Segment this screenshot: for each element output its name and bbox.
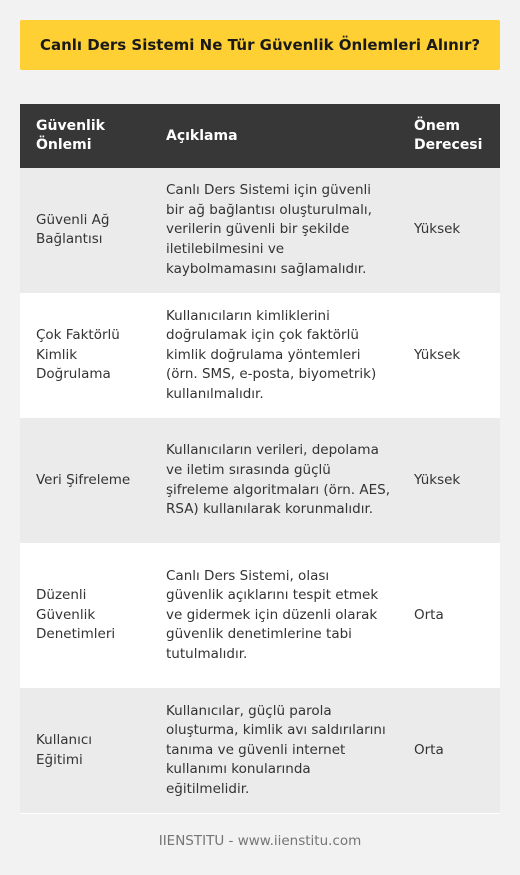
cell-description: Kullanıcılar, güçlü parola oluşturma, kimlik avı saldırılarını tanıma ve güvenli internet kullanımı konularında eğitilmelidir. bbox=[150, 688, 398, 813]
cell-description: Canlı Ders Sistemi, olası güvenlik açıklarını tespit etmek ve gidermek için düzenli olarak güvenlik denetimlerine tabi tutulmalıdır. bbox=[150, 543, 398, 688]
footer-credit: IIENSTITU - www.iienstitu.com bbox=[158, 833, 362, 849]
cell-measure: Düzenli Güvenlik Denetimleri bbox=[20, 543, 150, 688]
cell-measure: Kullanıcı Eğitimi bbox=[20, 688, 150, 813]
cell-description: Canlı Ders Sistemi için güvenli bir ağ bağlantısı oluşturulmalı, verilerin güvenli bir şekilde iletilebilmesini ve kaybolmamasını sağlamalıdır. bbox=[150, 168, 398, 293]
cell-measure: Veri Şifreleme bbox=[20, 418, 150, 543]
table-row bbox=[20, 293, 500, 418]
page-title: Canlı Ders Sistemi Ne Tür Güvenlik Önlemleri Alınır? bbox=[39, 36, 481, 54]
table-row bbox=[20, 168, 500, 293]
cell-priority: Orta bbox=[398, 688, 500, 813]
cell-measure: Çok Faktörlü Kimlik Doğrulama bbox=[20, 293, 150, 418]
cell-priority: Yüksek bbox=[398, 168, 500, 293]
cell-description: Kullanıcıların kimliklerini doğrulamak için çok faktörlü kimlik doğrulama yöntemleri (örn. SMS, e-posta, biyometrik) kullanılmalıdır. bbox=[150, 293, 398, 418]
cell-priority: Orta bbox=[398, 543, 500, 688]
header-priority: Önem Derecesi bbox=[398, 104, 500, 168]
table-row bbox=[20, 543, 500, 688]
table-row bbox=[20, 688, 500, 813]
table-row bbox=[20, 418, 500, 543]
cell-priority: Yüksek bbox=[398, 418, 500, 543]
security-measures-table bbox=[20, 104, 500, 814]
header-description: Açıklama bbox=[150, 104, 398, 168]
cell-measure: Güvenli Ağ Bağlantısı bbox=[20, 168, 150, 293]
cell-description: Kullanıcıların verileri, depolama ve iletim sırasında güçlü şifreleme algoritmaları (örn. AES, RSA) kullanılarak korunmalıdır. bbox=[150, 418, 398, 543]
title-banner bbox=[20, 20, 500, 70]
cell-priority: Yüksek bbox=[398, 293, 500, 418]
header-security-measure: Güvenlik Önlemi bbox=[20, 104, 150, 168]
table-header-row bbox=[20, 104, 500, 168]
